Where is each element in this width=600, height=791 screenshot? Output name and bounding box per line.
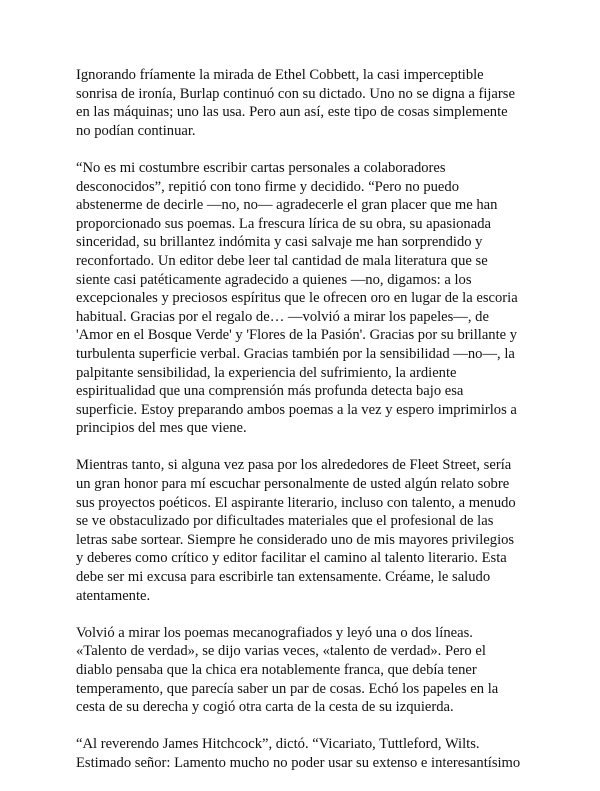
text-line: 'Amor en el Bosque Verde' y 'Flores de la Pasión'. Gracias por su brillante y [76, 327, 518, 344]
text-line: Ignorando fríamente la mirada de Ethel Cobbett, la casi imperceptible [76, 67, 484, 83]
text-line: temperamento, que parecía saber un par de cosas. Echó los papeles en la [76, 680, 499, 697]
text-line: “No es mi costumbre escribir cartas personales a colaboradores [76, 159, 446, 176]
text-line: diablo pensaba que la chica era notablemente franca, que debía tener [76, 662, 477, 678]
text-line: debe ser mi excusa para escribirle tan extensamente. Créame, le saludo [76, 569, 491, 586]
paragraph-1 [76, 66, 536, 140]
text-line: letras sabe sortear. Siempre he considerado uno de mis mayores privilegios [76, 531, 515, 548]
text-line: siente casi patéticamente agradecido a quienes —no, digamos: a los [76, 271, 472, 288]
paragraph-4 [76, 624, 536, 717]
text-line: Volvió a mirar los poemas mecanografiados y leyó una o dos líneas. [76, 624, 473, 641]
text-line: un gran honor para mí escuchar personalmente de usted algún relato sobre [76, 476, 510, 493]
text-line: proporcionado sus poemas. La frescura lírica de su obra, su apasionada [76, 215, 491, 232]
text-line: sonrisa de ironía, Burlap continuó con su dictado. Uno no se digna a fijarse [76, 85, 515, 102]
document-body [76, 66, 536, 791]
paragraph-3 [76, 456, 536, 605]
text-line: principios del mes que viene. [76, 420, 247, 437]
text-line: se ve obstaculizado por dificultades materiales que el profesional de las [76, 513, 494, 530]
text-line: excepcionales y preciosos espíritus que le ofrecen oro en lugar de la escoria [76, 290, 518, 307]
text-line: reconfortado. Un editor debe leer tal cantidad de mala literatura que se [76, 252, 488, 269]
text-line: «Talento de verdad», se dijo varias veces, «talento de verdad». Pero el [76, 643, 486, 660]
text-line: sinceridad, su brillantez indómita y casi salvaje me han sorprendido y [76, 234, 483, 251]
text-line: y deberes como crítico y editor facilitar el camino al talento literario. Esta [76, 550, 507, 567]
paragraph-5 [76, 735, 536, 772]
text-line: Estimado señor: Lamento mucho no poder usar su extenso e interesantísimo [76, 754, 521, 771]
text-line: cesta de su derecha y cogió otra carta de la cesta de su izquierda. [76, 699, 454, 716]
text-line: en las máquinas; uno las usa. Pero aun así, este tipo de cosas simplemente [76, 104, 508, 121]
text-line: turbulenta superficie verbal. Gracias también por la sensibilidad —no—, la [76, 345, 515, 362]
text-line: desconocidos”, repitió con tono firme y decidido. “Pero no puedo [76, 178, 459, 195]
text-line: atentamente. [76, 587, 151, 604]
text-line: habitual. Gracias por el regalo de… —volvió a mirar los papeles—, de [76, 308, 489, 325]
text-line: superficie. Estoy preparando ambos poemas a la vez y espero imprimirlos a [76, 401, 517, 418]
text-line: abstenerme de decirle —no, no— agradecerle el gran placer que me han [76, 197, 498, 214]
text-line: Mientras tanto, si alguna vez pasa por los alrededores de Fleet Street, sería [76, 457, 512, 474]
text-line: “Al reverendo James Hitchcock”, dictó. “Vicariato, Tuttleford, Wilts. [76, 736, 480, 753]
text-line: no podían continuar. [76, 122, 196, 139]
text-line: palpitante sensibilidad, la experiencia del sufrimiento, la ardiente [76, 364, 457, 381]
text-line: espiritualidad que una comprensión más profunda detecta bajo esa [76, 383, 464, 400]
text-line: sus proyectos poéticos. El aspirante literario, incluso con talento, a menudo [76, 494, 516, 511]
paragraph-2 [76, 159, 536, 438]
